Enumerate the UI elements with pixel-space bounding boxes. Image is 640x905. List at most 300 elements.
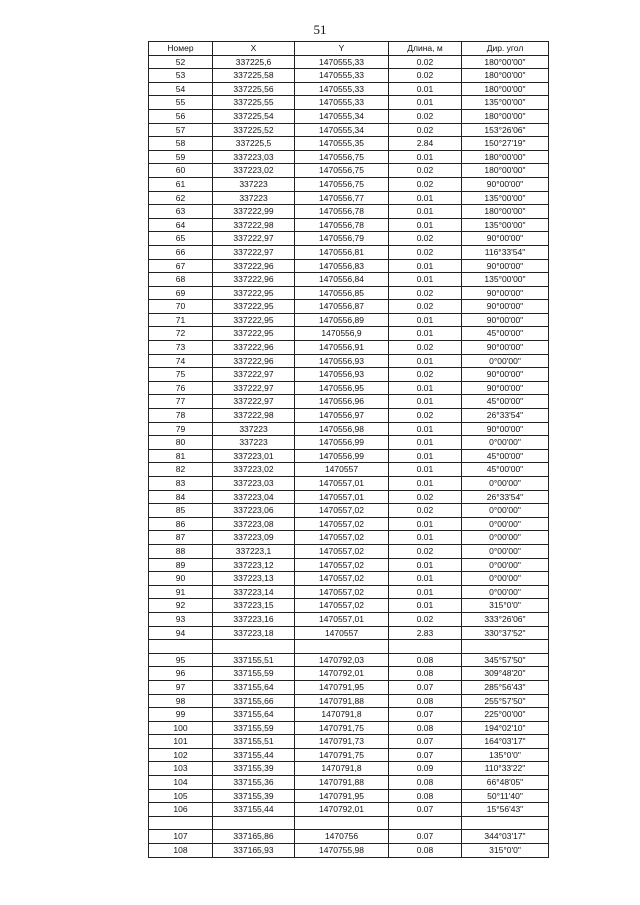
cell-number: 97: [149, 680, 213, 694]
table-row: [149, 585, 549, 599]
table-row: [149, 218, 549, 232]
cell-x: 337223,03: [213, 150, 295, 164]
table-row: [149, 477, 549, 491]
table-row: [149, 830, 549, 844]
cell-direction-angle: 180°00'00": [462, 82, 549, 96]
table-row: [149, 640, 549, 654]
table-row: [149, 354, 549, 368]
table-row: [149, 490, 549, 504]
table-row: [149, 762, 549, 776]
cell-number: 100: [149, 721, 213, 735]
cell-x: 337222,99: [213, 205, 295, 219]
cell-number: 103: [149, 762, 213, 776]
cell-y: 1470557,02: [295, 517, 389, 531]
cell-y: 1470555,33: [295, 55, 389, 69]
cell-y: 1470556,75: [295, 150, 389, 164]
table-row: [149, 680, 549, 694]
cell-direction-angle: 90°00'00": [462, 381, 549, 395]
table-row: [149, 150, 549, 164]
cell-number: 96: [149, 667, 213, 681]
cell-y: 1470556,9: [295, 327, 389, 341]
cell-direction-angle: 309°48'20": [462, 667, 549, 681]
cell-y: 1470556,99: [295, 449, 389, 463]
cell-direction-angle: 66°48'05": [462, 776, 549, 790]
cell-length: 0.02: [389, 368, 462, 382]
cell-length: 0.08: [389, 776, 462, 790]
cell-direction-angle: 135°00'00": [462, 191, 549, 205]
cell-number: 78: [149, 409, 213, 423]
cell-number: [149, 816, 213, 830]
cell-x: 337222,98: [213, 218, 295, 232]
cell-x: 337222,96: [213, 273, 295, 287]
page-number: 51: [313, 22, 327, 37]
cell-number: 59: [149, 150, 213, 164]
header-length: Длина, м: [389, 42, 462, 56]
table-row: [149, 776, 549, 790]
cell-length: 0.07: [389, 735, 462, 749]
cell-y: 1470556,89: [295, 313, 389, 327]
cell-number: 99: [149, 708, 213, 722]
cell-length: 0.01: [389, 463, 462, 477]
cell-y: 1470557,01: [295, 490, 389, 504]
cell-direction-angle: 135°0'0": [462, 748, 549, 762]
cell-y: 1470556,75: [295, 177, 389, 191]
cell-direction-angle: 0°00'00": [462, 585, 549, 599]
table-row: [149, 300, 549, 314]
cell-number: 60: [149, 164, 213, 178]
cell-number: 73: [149, 341, 213, 355]
cell-direction-angle: 0°00'00": [462, 544, 549, 558]
cell-direction-angle: 0°00'00": [462, 477, 549, 491]
table-row: [149, 245, 549, 259]
table-row: [149, 205, 549, 219]
cell-number: 101: [149, 735, 213, 749]
cell-direction-angle: 0°00'00": [462, 354, 549, 368]
cell-number: 56: [149, 109, 213, 123]
cell-length: 2.84: [389, 137, 462, 151]
header-direction-angle: Дир. угол: [462, 42, 549, 56]
table-row: [149, 667, 549, 681]
cell-number: 108: [149, 844, 213, 858]
header-number: Номер: [149, 42, 213, 56]
cell-y: [295, 640, 389, 654]
cell-x: 337225,52: [213, 123, 295, 137]
table-row: [149, 191, 549, 205]
table-row: [149, 313, 549, 327]
cell-y: 1470556,83: [295, 259, 389, 273]
cell-x: 337223,01: [213, 449, 295, 463]
cell-length: 0.01: [389, 327, 462, 341]
cell-number: 76: [149, 381, 213, 395]
cell-x: 337222,95: [213, 300, 295, 314]
cell-y: 1470755,98: [295, 844, 389, 858]
table-row: [149, 721, 549, 735]
cell-number: 106: [149, 803, 213, 817]
cell-y: 1470555,34: [295, 123, 389, 137]
cell-length: 0.07: [389, 680, 462, 694]
cell-length: 0.01: [389, 96, 462, 110]
cell-y: 1470556,95: [295, 381, 389, 395]
cell-length: 0.08: [389, 653, 462, 667]
cell-y: 1470556,84: [295, 273, 389, 287]
cell-length: [389, 640, 462, 654]
cell-y: 1470791,95: [295, 789, 389, 803]
cell-direction-angle: 45°00'00": [462, 449, 549, 463]
table-row: [149, 572, 549, 586]
cell-direction-angle: 90°00'00": [462, 313, 549, 327]
cell-number: 82: [149, 463, 213, 477]
cell-y: 1470791,8: [295, 762, 389, 776]
cell-x: 337225,6: [213, 55, 295, 69]
cell-length: 0.01: [389, 572, 462, 586]
cell-direction-angle: 330°37'52": [462, 626, 549, 640]
cell-x: 337223,18: [213, 626, 295, 640]
cell-direction-angle: 90°00'00": [462, 286, 549, 300]
cell-x: 337155,36: [213, 776, 295, 790]
cell-direction-angle: 26°33'54": [462, 490, 549, 504]
table-row: [149, 694, 549, 708]
cell-length: 0.02: [389, 123, 462, 137]
cell-length: 0.01: [389, 259, 462, 273]
cell-length: 0.02: [389, 109, 462, 123]
cell-direction-angle: 0°00'00": [462, 558, 549, 572]
cell-y: 1470556,87: [295, 300, 389, 314]
cell-number: 55: [149, 96, 213, 110]
cell-direction-angle: 180°00'00": [462, 55, 549, 69]
table-row: [149, 436, 549, 450]
cell-x: 337223: [213, 177, 295, 191]
cell-number: 98: [149, 694, 213, 708]
cell-number: 66: [149, 245, 213, 259]
cell-length: 0.01: [389, 517, 462, 531]
table-row: [149, 599, 549, 613]
cell-direction-angle: 0°00'00": [462, 572, 549, 586]
cell-number: 92: [149, 599, 213, 613]
cell-direction-angle: 333°26'06": [462, 612, 549, 626]
cell-number: 79: [149, 422, 213, 436]
cell-x: 337223,14: [213, 585, 295, 599]
cell-y: 1470556,75: [295, 164, 389, 178]
cell-y: 1470792,01: [295, 667, 389, 681]
table-row: [149, 55, 549, 69]
cell-number: 105: [149, 789, 213, 803]
cell-length: 0.09: [389, 762, 462, 776]
cell-direction-angle: 164°03'17": [462, 735, 549, 749]
cell-length: 0.07: [389, 748, 462, 762]
cell-y: 1470556,78: [295, 218, 389, 232]
cell-direction-angle: 153°26'06": [462, 123, 549, 137]
cell-direction-angle: 110°33'22": [462, 762, 549, 776]
cell-x: 337223: [213, 422, 295, 436]
cell-x: 337222,97: [213, 395, 295, 409]
cell-length: 0.08: [389, 721, 462, 735]
table-row: [149, 327, 549, 341]
cell-number: 65: [149, 232, 213, 246]
cell-direction-angle: 180°00'00": [462, 69, 549, 83]
cell-x: 337223,02: [213, 164, 295, 178]
cell-x: 337155,39: [213, 789, 295, 803]
cell-y: 1470556,99: [295, 436, 389, 450]
cell-direction-angle: 90°00'00": [462, 259, 549, 273]
cell-direction-angle: 194°02'10": [462, 721, 549, 735]
cell-length: 0.01: [389, 395, 462, 409]
header-y: Y: [295, 42, 389, 56]
cell-y: 1470555,33: [295, 69, 389, 83]
cell-x: 337223,13: [213, 572, 295, 586]
cell-length: 0.07: [389, 708, 462, 722]
cell-length: 0.02: [389, 504, 462, 518]
table-row: [149, 177, 549, 191]
cell-number: 104: [149, 776, 213, 790]
cell-x: 337223,08: [213, 517, 295, 531]
cell-x: 337222,97: [213, 381, 295, 395]
table-row: [149, 653, 549, 667]
cell-direction-angle: 180°00'00": [462, 164, 549, 178]
table-body: [149, 55, 549, 857]
cell-x: 337222,95: [213, 286, 295, 300]
cell-number: 70: [149, 300, 213, 314]
cell-length: 0.01: [389, 531, 462, 545]
cell-x: 337222,97: [213, 368, 295, 382]
cell-direction-angle: 45°00'00": [462, 463, 549, 477]
table-row: [149, 82, 549, 96]
cell-length: 2.83: [389, 626, 462, 640]
table-row: [149, 123, 549, 137]
cell-direction-angle: 315°0'0": [462, 599, 549, 613]
cell-number: 75: [149, 368, 213, 382]
cell-number: 57: [149, 123, 213, 137]
table-row: [149, 816, 549, 830]
cell-length: 0.02: [389, 612, 462, 626]
cell-length: 0.01: [389, 150, 462, 164]
cell-direction-angle: 90°00'00": [462, 341, 549, 355]
cell-x: 337165,86: [213, 830, 295, 844]
cell-direction-angle: 345°57'50": [462, 653, 549, 667]
cell-direction-angle: 0°00'00": [462, 531, 549, 545]
table-row: [149, 341, 549, 355]
cell-direction-angle: 26°33'54": [462, 409, 549, 423]
cell-y: 1470791,88: [295, 776, 389, 790]
cell-direction-angle: 90°00'00": [462, 300, 549, 314]
cell-direction-angle: 344°03'17": [462, 830, 549, 844]
cell-number: 53: [149, 69, 213, 83]
cell-direction-angle: 116°33'54": [462, 245, 549, 259]
cell-x: 337225,58: [213, 69, 295, 83]
cell-number: 58: [149, 137, 213, 151]
table-row: [149, 531, 549, 545]
cell-y: 1470557,02: [295, 572, 389, 586]
cell-length: 0.01: [389, 354, 462, 368]
cell-length: 0.01: [389, 205, 462, 219]
cell-y: 1470555,35: [295, 137, 389, 151]
cell-x: 337223,03: [213, 477, 295, 491]
cell-number: 85: [149, 504, 213, 518]
cell-direction-angle: 45°00'00": [462, 395, 549, 409]
cell-direction-angle: 90°00'00": [462, 368, 549, 382]
cell-x: [213, 816, 295, 830]
cell-x: 337223,02: [213, 463, 295, 477]
cell-direction-angle: 135°00'00": [462, 218, 549, 232]
table-row: [149, 273, 549, 287]
cell-length: 0.02: [389, 69, 462, 83]
table-row: [149, 164, 549, 178]
cell-length: 0.01: [389, 436, 462, 450]
cell-x: 337155,64: [213, 708, 295, 722]
cell-y: 1470556,79: [295, 232, 389, 246]
cell-x: 337155,51: [213, 653, 295, 667]
cell-number: 72: [149, 327, 213, 341]
cell-length: 0.01: [389, 585, 462, 599]
cell-direction-angle: 15°56'43": [462, 803, 549, 817]
table-row: [149, 96, 549, 110]
cell-length: 0.08: [389, 667, 462, 681]
cell-y: 1470557,01: [295, 612, 389, 626]
cell-x: 337222,96: [213, 259, 295, 273]
cell-number: 87: [149, 531, 213, 545]
cell-length: 0.02: [389, 232, 462, 246]
table-header: [149, 42, 549, 56]
cell-number: 69: [149, 286, 213, 300]
table-row: [149, 259, 549, 273]
cell-length: 0.01: [389, 558, 462, 572]
table-row: [149, 626, 549, 640]
cell-x: 337222,97: [213, 232, 295, 246]
cell-x: 337223: [213, 436, 295, 450]
cell-direction-angle: [462, 816, 549, 830]
cell-length: 0.01: [389, 218, 462, 232]
cell-length: 0.02: [389, 177, 462, 191]
coordinates-table: [148, 41, 549, 858]
cell-number: 64: [149, 218, 213, 232]
cell-x: 337222,95: [213, 313, 295, 327]
cell-length: 0.01: [389, 599, 462, 613]
cell-number: 61: [149, 177, 213, 191]
cell-y: 1470556,91: [295, 341, 389, 355]
cell-x: [213, 640, 295, 654]
cell-x: 337155,51: [213, 735, 295, 749]
cell-number: 86: [149, 517, 213, 531]
table-row: [149, 422, 549, 436]
header-x: X: [213, 42, 295, 56]
cell-x: 337225,56: [213, 82, 295, 96]
cell-length: 0.01: [389, 381, 462, 395]
cell-direction-angle: 255°57'50": [462, 694, 549, 708]
cell-y: 1470557: [295, 626, 389, 640]
cell-direction-angle: 285°56'43": [462, 680, 549, 694]
cell-x: 337223,09: [213, 531, 295, 545]
cell-x: 337222,97: [213, 245, 295, 259]
cell-length: 0.02: [389, 490, 462, 504]
table-row: [149, 109, 549, 123]
table-row: [149, 844, 549, 858]
cell-number: 84: [149, 490, 213, 504]
cell-x: 337225,54: [213, 109, 295, 123]
cell-length: 0.01: [389, 273, 462, 287]
table-row: [149, 803, 549, 817]
cell-y: 1470791,95: [295, 680, 389, 694]
cell-number: 74: [149, 354, 213, 368]
cell-direction-angle: 90°00'00": [462, 232, 549, 246]
cell-y: 1470555,34: [295, 109, 389, 123]
cell-number: 62: [149, 191, 213, 205]
cell-length: 0.01: [389, 477, 462, 491]
cell-number: 102: [149, 748, 213, 762]
cell-number: 63: [149, 205, 213, 219]
cell-direction-angle: [462, 640, 549, 654]
cell-length: 0.07: [389, 803, 462, 817]
cell-y: 1470557,02: [295, 504, 389, 518]
cell-length: 0.08: [389, 844, 462, 858]
cell-x: 337223,1: [213, 544, 295, 558]
cell-number: 77: [149, 395, 213, 409]
cell-x: 337223,15: [213, 599, 295, 613]
cell-x: 337155,59: [213, 721, 295, 735]
cell-x: 337222,96: [213, 354, 295, 368]
cell-y: [295, 816, 389, 830]
cell-number: 95: [149, 653, 213, 667]
cell-y: 1470555,33: [295, 96, 389, 110]
cell-number: 52: [149, 55, 213, 69]
table-row: [149, 789, 549, 803]
cell-length: 0.02: [389, 544, 462, 558]
cell-x: 337155,39: [213, 762, 295, 776]
cell-y: 1470791,73: [295, 735, 389, 749]
cell-length: 0.07: [389, 830, 462, 844]
table-row: [149, 708, 549, 722]
cell-x: 337155,64: [213, 680, 295, 694]
table-row: [149, 504, 549, 518]
cell-direction-angle: 50°11'40": [462, 789, 549, 803]
cell-direction-angle: 150°27'19": [462, 137, 549, 151]
cell-direction-angle: 0°00'00": [462, 436, 549, 450]
cell-number: 67: [149, 259, 213, 273]
cell-direction-angle: 315°0'0": [462, 844, 549, 858]
header-row: [149, 42, 549, 56]
cell-length: 0.01: [389, 422, 462, 436]
cell-number: 54: [149, 82, 213, 96]
cell-length: 0.02: [389, 55, 462, 69]
cell-x: 337222,96: [213, 341, 295, 355]
cell-y: 1470556,98: [295, 422, 389, 436]
cell-length: 0.02: [389, 164, 462, 178]
cell-direction-angle: 45°00'00": [462, 327, 549, 341]
table-row: [149, 137, 549, 151]
cell-length: 0.02: [389, 409, 462, 423]
cell-y: 1470556,96: [295, 395, 389, 409]
cell-length: 0.01: [389, 449, 462, 463]
cell-y: 1470791,88: [295, 694, 389, 708]
cell-y: 1470791,8: [295, 708, 389, 722]
cell-direction-angle: 135°00'00": [462, 96, 549, 110]
cell-x: 337165,93: [213, 844, 295, 858]
cell-number: 68: [149, 273, 213, 287]
cell-y: 1470557: [295, 463, 389, 477]
cell-length: [389, 816, 462, 830]
table-row: [149, 368, 549, 382]
table-row: [149, 748, 549, 762]
cell-y: 1470556,78: [295, 205, 389, 219]
cell-y: 1470556,85: [295, 286, 389, 300]
cell-y: 1470792,01: [295, 803, 389, 817]
cell-y: 1470756: [295, 830, 389, 844]
table-row: [149, 232, 549, 246]
cell-x: 337223,16: [213, 612, 295, 626]
cell-length: 0.01: [389, 191, 462, 205]
cell-number: 80: [149, 436, 213, 450]
cell-y: 1470557,02: [295, 585, 389, 599]
cell-y: 1470556,81: [295, 245, 389, 259]
cell-x: 337155,59: [213, 667, 295, 681]
